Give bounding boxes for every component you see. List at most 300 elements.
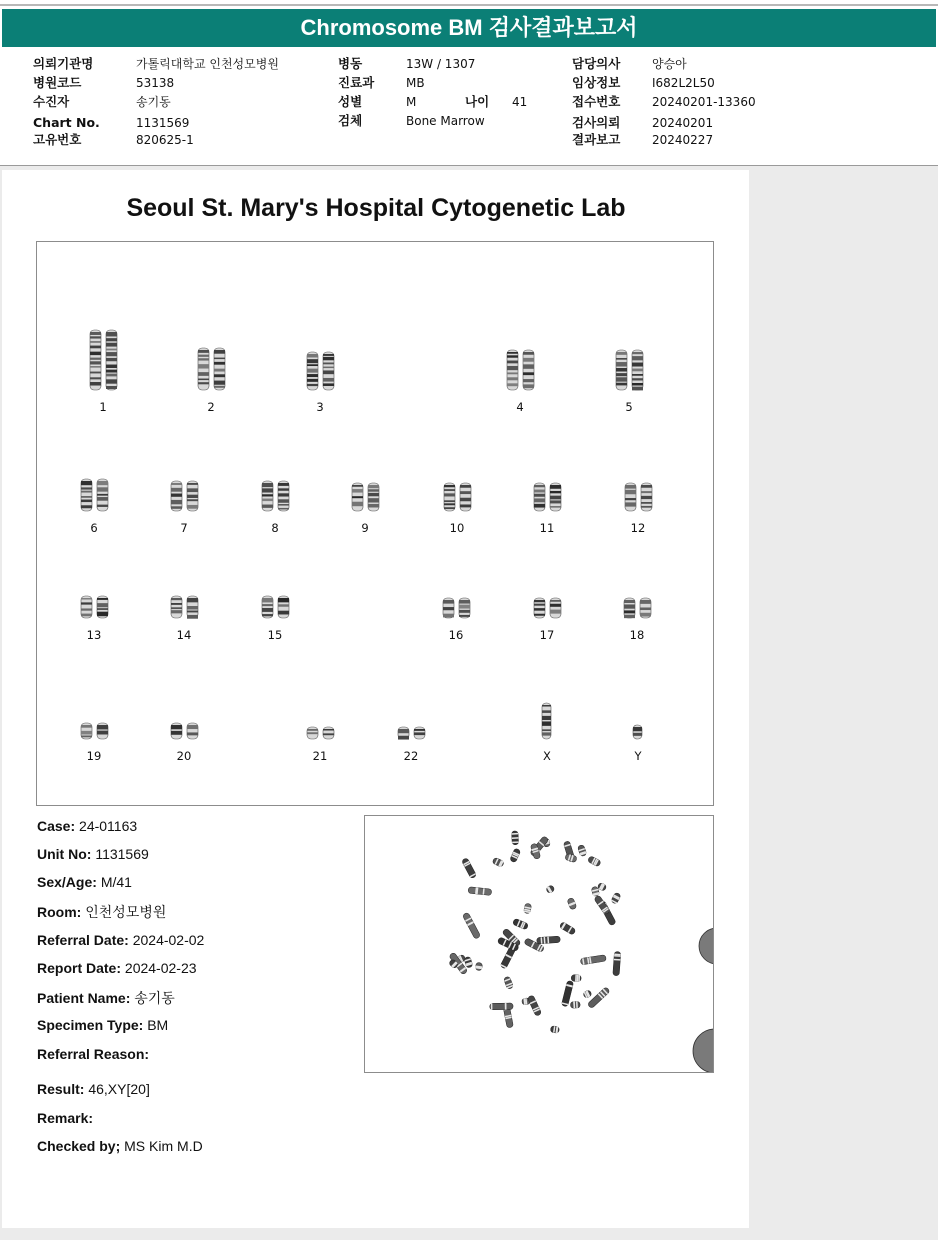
- header-value-doctor: 양승아: [652, 57, 687, 71]
- chromosome-band: [460, 504, 471, 507]
- field-label: Result:: [37, 1081, 85, 1097]
- field-label: Checked by;: [37, 1138, 121, 1154]
- header-value-specimen: Bone Marrow: [406, 114, 485, 128]
- chromosome-band: [507, 383, 518, 386]
- chromosome-8: [253, 479, 297, 513]
- chromosome-band: [307, 364, 318, 366]
- field-checked-by: [37, 1138, 203, 1154]
- field-label: Unit No:: [37, 846, 92, 862]
- chromosome-band: [262, 488, 273, 492]
- header-label-age: 나이: [465, 94, 490, 109]
- chromosome-band: [352, 502, 363, 506]
- chromosome-band: [624, 600, 635, 603]
- metaphase-chromosome: [580, 955, 606, 965]
- chromosome-band: [624, 604, 635, 608]
- report-title-banner: Chromosome BM 검사결과보고서: [2, 9, 936, 47]
- chromosome-band: [414, 729, 425, 731]
- chromosome-band: [542, 732, 551, 735]
- chromosome-band: [307, 732, 318, 734]
- header-label-clinical-info: 임상정보: [572, 75, 621, 90]
- metaphase-chromosome: [559, 922, 576, 936]
- metaphase-chromosome: [510, 848, 521, 863]
- chromosome-band: [323, 729, 334, 731]
- chromosome-band: [262, 614, 273, 616]
- chromosome-band: [550, 491, 561, 493]
- header-value-report-date: 20240227: [652, 133, 714, 147]
- chromosome-band: [507, 377, 518, 380]
- chromosome-band: [534, 490, 545, 493]
- chromosome-band: [81, 602, 92, 604]
- chromosome-band: [307, 379, 318, 382]
- chromosome-band: [368, 493, 379, 496]
- chromosome-band: [90, 361, 101, 364]
- chromosome-band: [632, 352, 643, 354]
- chromosome-7: [162, 479, 206, 513]
- chromosome-band: [632, 374, 643, 376]
- metaphase-chromosome: [594, 895, 611, 915]
- chromosome-band: [97, 505, 108, 507]
- chromosome-3: [298, 350, 342, 392]
- header-label-doctor: 담당의사: [572, 56, 621, 71]
- header-value-institution: 가톨릭대학교 인천성모병원: [136, 57, 279, 71]
- chromosome-11: [525, 481, 569, 513]
- metaphase-chromosome: [512, 918, 528, 930]
- metaphase-chromosome: [571, 975, 581, 982]
- chromosome-band: [444, 507, 455, 509]
- chromosome-band: [368, 498, 379, 502]
- chromosome-band: [323, 357, 334, 360]
- chromosome-band: [81, 725, 92, 728]
- chromosome-band: [616, 368, 627, 372]
- chromosome-label: 18: [629, 628, 645, 642]
- chromosome-13: [72, 594, 116, 620]
- chromosome-14: [162, 594, 206, 620]
- chromosome-band: [171, 494, 182, 497]
- chromosome-band: [459, 600, 470, 604]
- chromosome-band: [523, 379, 534, 382]
- chromatid: [90, 330, 101, 390]
- chromosome-band: [198, 372, 209, 376]
- chromosome-band: [198, 355, 209, 357]
- chromosome-band: [81, 496, 92, 498]
- chromosome-band: [81, 598, 92, 600]
- metaphase-chromosome: [577, 844, 587, 856]
- chromosome-band: [633, 733, 642, 736]
- chromosome-band: [278, 508, 289, 510]
- chromosome-band: [90, 336, 101, 338]
- chromosome-band: [171, 610, 182, 613]
- chromosome-band: [198, 358, 209, 360]
- chromosome-band: [106, 332, 117, 336]
- chromosome-Y: [626, 723, 650, 741]
- metaphase-chromosome: [587, 987, 610, 1009]
- metaphase-chromosome: [490, 1003, 513, 1010]
- metaphase-chromosome: [567, 897, 577, 910]
- chromosome-band: [368, 485, 379, 488]
- chromosome-band: [262, 499, 273, 502]
- chromosome-band: [171, 603, 182, 605]
- field-value: MS Kim M.D: [124, 1138, 203, 1154]
- header-label-hospital-code: 병원코드: [33, 75, 82, 90]
- chromosome-band: [81, 481, 92, 485]
- header-value-chart-no: 1131569: [136, 116, 190, 130]
- header-value-request-date: 20240201: [652, 116, 714, 130]
- chromosome-band: [398, 729, 409, 733]
- chromosome-band: [507, 355, 518, 357]
- chromosome-band: [616, 377, 627, 381]
- chromosome-band: [81, 731, 92, 735]
- chromosome-band: [632, 383, 643, 385]
- chromosome-band: [97, 731, 108, 735]
- chromosome-band: [262, 608, 273, 612]
- field-value: 인천성모병원: [85, 904, 167, 920]
- chromosome-band: [641, 496, 652, 499]
- field-patient-name: [37, 988, 175, 1008]
- chromosome-label: 16: [448, 628, 464, 642]
- chromosome-band: [542, 721, 551, 725]
- chromosome-band: [90, 346, 101, 349]
- chromosome-band: [187, 615, 198, 619]
- chromosome-band: [640, 613, 651, 617]
- field-value: 46,XY[20]: [88, 1081, 150, 1097]
- chromosome-band: [97, 612, 108, 616]
- field-value: 24-01163: [79, 818, 138, 834]
- field-report-date: [37, 960, 197, 976]
- chromosome-label: 14: [176, 628, 192, 642]
- chromosome-band: [534, 504, 545, 508]
- chromosome-21: [298, 725, 342, 741]
- chromosome-band: [106, 386, 117, 389]
- chromosome-band: [187, 598, 198, 602]
- chromosome-band: [90, 352, 101, 355]
- chromosome-band: [187, 505, 198, 509]
- field-sex-age: [37, 874, 132, 890]
- chromosome-label: 8: [271, 521, 279, 535]
- chromosome-band: [187, 495, 198, 498]
- field-label: Sex/Age:: [37, 874, 97, 890]
- metaphase-chromosome: [611, 892, 622, 904]
- chromosome-band: [97, 598, 108, 600]
- header-value-sex: M: [406, 95, 417, 109]
- chromosome-label: 22: [403, 749, 419, 763]
- chromosome-band: [278, 598, 289, 602]
- chromosome-band: [90, 382, 101, 386]
- metaphase-chromosome: [527, 995, 542, 1017]
- chromosome-band: [616, 352, 627, 355]
- chromosome-band: [106, 352, 117, 356]
- chromosome-label: 5: [625, 400, 633, 414]
- chromosome-band: [81, 491, 92, 493]
- chromosome-label: 15: [267, 628, 283, 642]
- metaphase-chromosome: [583, 990, 593, 999]
- chromosome-band: [550, 506, 561, 508]
- chromosome-band: [106, 374, 117, 377]
- chromosome-band: [171, 598, 182, 600]
- chromosome-band: [323, 362, 334, 364]
- report-header: [0, 0, 938, 166]
- chromosome-band: [214, 358, 225, 360]
- chromosome-band: [90, 358, 101, 360]
- chromosome-band: [444, 500, 455, 502]
- chromosome-19: [72, 721, 116, 741]
- chromosome-band: [323, 370, 334, 374]
- field-unit-no: [37, 846, 149, 862]
- field-label: Specimen Type:: [37, 1017, 144, 1033]
- chromosome-band: [198, 350, 209, 353]
- header-label-accession-no: 접수번호: [572, 94, 621, 109]
- metaphase-chromosome: [565, 853, 578, 862]
- chromosome-band: [198, 382, 209, 384]
- chromosome-band: [106, 370, 117, 373]
- field-value: M/41: [100, 874, 132, 890]
- header-value-department: MB: [406, 76, 425, 90]
- chromosome-band: [187, 606, 198, 609]
- field-value: 2024-02-02: [132, 932, 205, 948]
- chromosome-band: [278, 493, 289, 496]
- metaphase-chromosome: [550, 1026, 559, 1034]
- header-value-ward: 13W / 1307: [406, 57, 476, 71]
- chromosome-band: [534, 485, 545, 487]
- chromosome-band: [171, 731, 182, 735]
- chromosome-band: [90, 366, 101, 368]
- chromosome-band: [262, 604, 273, 606]
- chromosome-band: [632, 378, 643, 380]
- chromosome-band: [171, 483, 182, 485]
- chromosome-band: [352, 489, 363, 493]
- chromosome-label: 12: [630, 521, 646, 535]
- chromosome-band: [106, 365, 117, 368]
- chromosome-10: [435, 481, 479, 513]
- field-referral-reason: [37, 1046, 149, 1062]
- chromosome-band: [262, 598, 273, 602]
- chromosome-9: [343, 481, 387, 513]
- chromosome-band: [625, 498, 636, 500]
- chromosome-band: [214, 350, 225, 354]
- chromosome-band: [443, 614, 454, 618]
- chromosome-band: [106, 338, 117, 341]
- chromosome-band: [171, 488, 182, 492]
- chromosome-band: [323, 367, 334, 369]
- metaphase-chromosome: [613, 951, 621, 975]
- chromosome-label: 20: [176, 749, 192, 763]
- chromosome-band: [307, 354, 318, 357]
- chromosome-5: [607, 348, 651, 392]
- chromosome-band: [550, 496, 561, 500]
- chromosome-band: [106, 349, 117, 351]
- field-specimen-type: [37, 1017, 168, 1033]
- interphase-nucleus: [699, 928, 713, 964]
- chromosome-band: [616, 362, 627, 366]
- header-label-institution: 의뢰기관명: [33, 56, 94, 71]
- chromosome-label: 3: [316, 400, 324, 414]
- chromosome-band: [534, 608, 545, 611]
- metaphase-chromosome: [475, 962, 482, 970]
- chromosome-label: 10: [449, 521, 465, 535]
- chromosome-band: [106, 343, 117, 347]
- chromosome-band: [97, 725, 108, 729]
- chromosome-band: [106, 379, 117, 383]
- chromosome-band: [624, 615, 635, 618]
- chromosome-band: [81, 505, 92, 508]
- field-value: BM: [147, 1017, 169, 1033]
- field-value: 2024-02-23: [124, 960, 197, 976]
- chromosome-band: [171, 607, 182, 609]
- metaphase-image: [364, 815, 714, 1073]
- chromosome-band: [278, 611, 289, 615]
- header-label-report-date: 결과보고: [572, 132, 621, 147]
- field-room: [37, 902, 166, 922]
- header-label-sex: 성별: [338, 94, 363, 109]
- chromosome-band: [187, 611, 198, 613]
- chromosome-band: [550, 600, 561, 602]
- chromosome-band: [307, 369, 318, 373]
- chromosome-4: [498, 348, 542, 392]
- chromosome-band: [262, 483, 273, 487]
- field-label: Report Date:: [37, 960, 122, 976]
- chromosome-band: [444, 493, 455, 496]
- header-label-request-date: 검사의뢰: [572, 115, 621, 130]
- chromosome-band: [262, 494, 273, 496]
- metaphase-chromosome: [524, 903, 532, 914]
- metaphase-chromosome: [461, 858, 476, 879]
- chromosome-band: [278, 488, 289, 490]
- chromosome-6: [72, 477, 116, 513]
- chromosome-band: [550, 485, 561, 489]
- chromosome-band: [398, 736, 409, 740]
- chromosome-band: [352, 496, 363, 498]
- chromosome-band: [550, 500, 561, 503]
- chromosome-label: 21: [312, 749, 328, 763]
- chromosome-band: [171, 500, 182, 504]
- field-referral-date: [37, 932, 204, 948]
- metaphase-chromosome: [546, 885, 555, 894]
- chromosome-band: [459, 605, 470, 609]
- chromosome-band: [459, 610, 470, 613]
- chromosome-1: [81, 328, 125, 392]
- chromosome-band: [460, 498, 471, 502]
- field-label: Referral Reason:: [37, 1046, 150, 1062]
- chromosome-band: [523, 364, 534, 368]
- chromosome-band: [90, 377, 101, 379]
- chromosome-band: [523, 384, 534, 388]
- chromosome-band: [460, 485, 471, 488]
- metaphase-chromosome: [570, 1001, 580, 1008]
- chromosome-band: [171, 506, 182, 509]
- chromosome-band: [278, 504, 289, 506]
- chromosome-band: [307, 374, 318, 377]
- chromosome-band: [616, 383, 627, 386]
- field-label: Case:: [37, 818, 76, 834]
- metaphase-chromosome: [512, 831, 519, 845]
- chromosome-16: [434, 596, 478, 620]
- chromosome-band: [641, 485, 652, 488]
- chromosome-label: 6: [90, 521, 98, 535]
- karyogram-panel: [36, 241, 714, 806]
- chromosome-band: [640, 607, 651, 610]
- chromosome-band: [625, 502, 636, 506]
- chromosome-band: [507, 372, 518, 374]
- chromatid: [323, 727, 334, 739]
- chromosome-band: [534, 600, 545, 602]
- header-value-hospital-code: 53138: [136, 76, 175, 90]
- chromosome-band: [632, 387, 643, 391]
- chromosome-17: [525, 596, 569, 620]
- metaphase-chromosome: [537, 936, 561, 944]
- interphase-nucleus: [693, 1029, 713, 1072]
- metaphase-spread-drawing: [365, 816, 713, 1072]
- chromosome-15: [253, 594, 297, 620]
- chromosome-band: [534, 494, 545, 497]
- chromatid: [523, 350, 534, 390]
- chromosome-band: [550, 604, 561, 607]
- chromosome-band: [368, 504, 379, 508]
- chromosome-band: [633, 727, 642, 731]
- chromosome-band: [534, 498, 545, 502]
- chromosome-20: [162, 721, 206, 741]
- chromosome-band: [187, 725, 198, 729]
- chromosome-band: [640, 600, 651, 604]
- header-top-rule: [0, 4, 938, 6]
- chromosome-22: [389, 725, 433, 741]
- chromosome-band: [90, 372, 101, 374]
- chromosome-band: [307, 729, 318, 731]
- header-value-clinical-info: I682L2L50: [652, 76, 715, 90]
- chromosome-band: [616, 358, 627, 360]
- chromosome-band: [187, 732, 198, 735]
- chromosome-band: [90, 341, 101, 343]
- chromosome-band: [523, 372, 534, 375]
- metaphase-chromosome: [462, 912, 480, 939]
- chromosome-band: [368, 489, 379, 491]
- header-label-patient: 수진자: [33, 94, 70, 109]
- field-label: Room:: [37, 904, 82, 920]
- field-label: Patient Name:: [37, 990, 131, 1006]
- chromosome-band: [523, 358, 534, 362]
- chromosome-label: Y: [634, 749, 642, 763]
- chromosome-band: [550, 610, 561, 614]
- chromosome-2: [189, 346, 233, 392]
- chromosome-band: [97, 608, 108, 610]
- chromosome-band: [214, 381, 225, 385]
- chromosome-band: [81, 500, 92, 503]
- chromosome-band: [106, 358, 117, 361]
- field-value: 송기동: [134, 990, 175, 1006]
- chromosome-label: X: [543, 749, 551, 763]
- chromosome-label: 7: [180, 521, 188, 535]
- field-label: Referral Date:: [37, 932, 129, 948]
- header-label-specimen: 검체: [338, 113, 363, 128]
- chromosome-band: [262, 505, 273, 508]
- chromosome-band: [97, 603, 108, 607]
- chromosome-band: [444, 489, 455, 491]
- chromosome-label: 1: [99, 400, 107, 414]
- chromosome-band: [641, 506, 652, 508]
- field-label: Remark:: [37, 1110, 94, 1126]
- chromosome-band: [278, 483, 289, 486]
- chromosome-band: [542, 716, 551, 720]
- chromosome-label: 4: [516, 400, 524, 414]
- chromosome-band: [187, 488, 198, 492]
- chromosome-band: [90, 332, 101, 335]
- chromosome-band: [352, 485, 363, 487]
- chromosome-band: [214, 386, 225, 388]
- header-label-unique-id: 고유번호: [33, 132, 82, 147]
- chromosome-band: [278, 499, 289, 502]
- chromosome-band: [323, 354, 334, 356]
- chromosome-label: 2: [207, 400, 215, 414]
- chromosome-band: [198, 364, 209, 368]
- chromosome-band: [444, 485, 455, 487]
